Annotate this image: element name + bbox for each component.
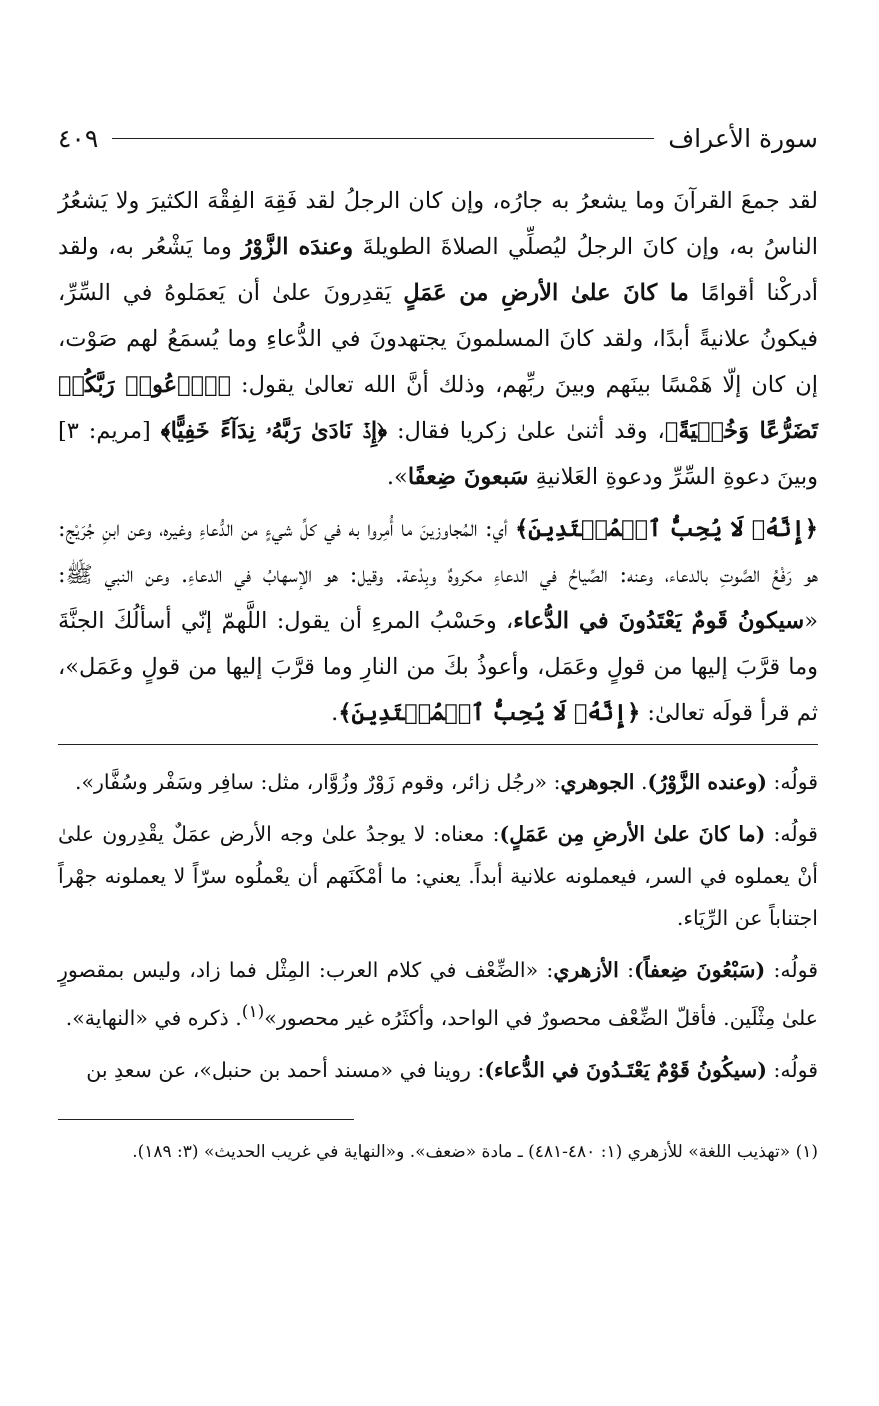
main-paragraph-1: لقد جمعَ القرآنَ وما يشعرُ به جارُه، وإن كان الرجلُ لقد فَقِهَ الفِقْهَ الكثيرَ ولا يَشعُرُ الناسُ به، وإن كانَ الرجلُ ليُصلِّي الصلاةَ الطويلةَ وعندَه الزَّوْرُ وما يَشْعُر به، ولقد أدركْنا أقوامًا ما كانَ علىٰ الأرضِ من عَمَلٍ يَقدِرونَ علىٰ أن يَعمَلوهُ في السِّرِّ، فيكونُ علانيةً أبدًا، ولقد كانَ المسلمونَ يجتهدونَ في الدُّعاءِ وما يُسمَعُ لهم صَوْت، إن كان إلّا هَمْسًا بينَهم وبينَ ربِّهم، وذلك أنَّ الله تعالىٰ يقول: ﴿ٱدۡعُوا۟ رَبَّكُمۡ تَضَرُّعًا وَخُفۡيَةً﴾، وقد أثنىٰ علىٰ زكريا فقال: ﴿إِذۡ نَادَىٰ رَبَّهُۥ نِدَآءً خَفِيًّا﴾ [مريم: ٣] وبينَ دعوةِ السِّرِّ ودعوةِ العَلانيةِ سَبعونَ ضِعفًا».	[58, 188, 818, 490]
header-rule	[112, 138, 654, 139]
commentary-separator	[58, 744, 818, 745]
quran-verse: ﴿إِنَّهُۥ لَا يُحِبُّ ٱلۡمُعۡتَدِينَ﴾	[338, 700, 641, 726]
footnote-ref: (١)	[241, 1002, 265, 1022]
main-text	[58, 178, 818, 736]
quoted-phrase: ما كانَ علىٰ الأرضِ من عَمَلٍ	[403, 280, 689, 306]
quran-verse: ﴿ٱدۡعُوا۟ رَبَّكُمۡ تَضَرُّعًا وَخُفۡيَةً﴾	[58, 372, 818, 444]
footnote: (١) «تهذيب اللغة» للأزهري (١: ٤٨٠-٤٨١) ـ مادة «ضعف». و«النهاية في غريب الحديث» (٣: ١٨٩).	[132, 1141, 818, 1162]
quran-verse: ﴿إِنَّهُۥ لَا يُحِبُّ ٱلۡمُعۡتَدِينَ﴾	[515, 516, 818, 542]
commentary-note-2: قولُه: (ما كانَ علىٰ الأرضِ مِن عَمَلٍ): معناه: لا يوجدُ علىٰ وجه الأرض عمَلٌ يقْدِرون علىٰ أنْ يعملوه في السر، فيعملونه علانية أبداً. يعني: ما أمْكَنَهم أن يعْملُوه سرّاً لا يعملونه جهْراً اجتناباً عن الرِّيَاء.	[58, 822, 818, 930]
running-header	[58, 118, 818, 158]
main-paragraph-2: ﴿إِنَّهُۥ لَا يُحِبُّ ٱلۡمُعۡتَدِينَ﴾ أي: المُجاوزينَ ما أُمِروا به في كلِّ شيءٍ من الدُّعاءِ وغيره، وعن ابنِ جُرَيْج: هو رَفْعُ الصَّوتِ بالدعاء، وعنه: الصِّياحُ في الدعاءِ مكروهٌ وبِدْعة. وقيل: هو الإسهابُ في الدعاءِ. وعن النبي ﷺ: «سيكونُ قَومٌ يَعْتَدُونَ في الدُّعاء، وحَسْبُ المرءِ أن يقول: اللَّهمّ إنّي أسألُكَ الجنَّةَ وما قرَّبَ إليها من قولٍ وعَمَل، وأعوذُ بكَ من النارِ وما قرَّبَ إليها من قولٍ وعَمَل»، ثم قرأ قولَه تعالىٰ: ﴿إِنَّهُۥ لَا يُحِبُّ ٱلۡمُعۡتَدِينَ﴾.	[58, 516, 818, 726]
quran-verse: ﴿إِذۡ نَادَىٰ رَبَّهُۥ نِدَآءً خَفِيًّا﴾	[160, 418, 388, 444]
hadith-phrase: سيكونُ قَومٌ يَعْتَدُونَ في الدُّعاء	[513, 608, 805, 634]
footnote-rule	[58, 1119, 354, 1120]
commentary-note-3: قولُه: (سَبْعُونَ ضِعفاً): الأزهري: «الضِّعْف في كلام العرب: المِثْل فما زاد، وليس بمقصورٍ علىٰ مِثْلَين. فأقلّ الضِّعْف محصورٌ في الواحد، وأكثَرُه غير محصور»$^{(١)}$. ذكره في «النهاية».	[58, 958, 818, 1030]
quoted-phrase: سَبعونَ ضِعفًا	[407, 464, 529, 490]
commentary-note-4: قولُه: (سيكُونُ قَوْمٌ يَعْتَـدُونَ في الدُّعاء): روينا في «مسند أحمد بن حنبل»، عن سعدِ بن	[86, 1057, 818, 1082]
commentary	[58, 761, 818, 1091]
surah-title: سورة الأعراف	[668, 123, 818, 153]
page-number: ٤٠٩	[58, 123, 99, 153]
quoted-phrase: وعندَه الزَّوْرُ	[241, 234, 354, 260]
commentary-note-1: قولُه: (وعنده الزَّوْرُ). الجوهري: «رجُل زائر، وقوم زَوْرٌ وزُوَّار، مثل: سافِر وسَفْر وسُفَّار».	[74, 770, 818, 794]
page	[58, 118, 818, 1166]
